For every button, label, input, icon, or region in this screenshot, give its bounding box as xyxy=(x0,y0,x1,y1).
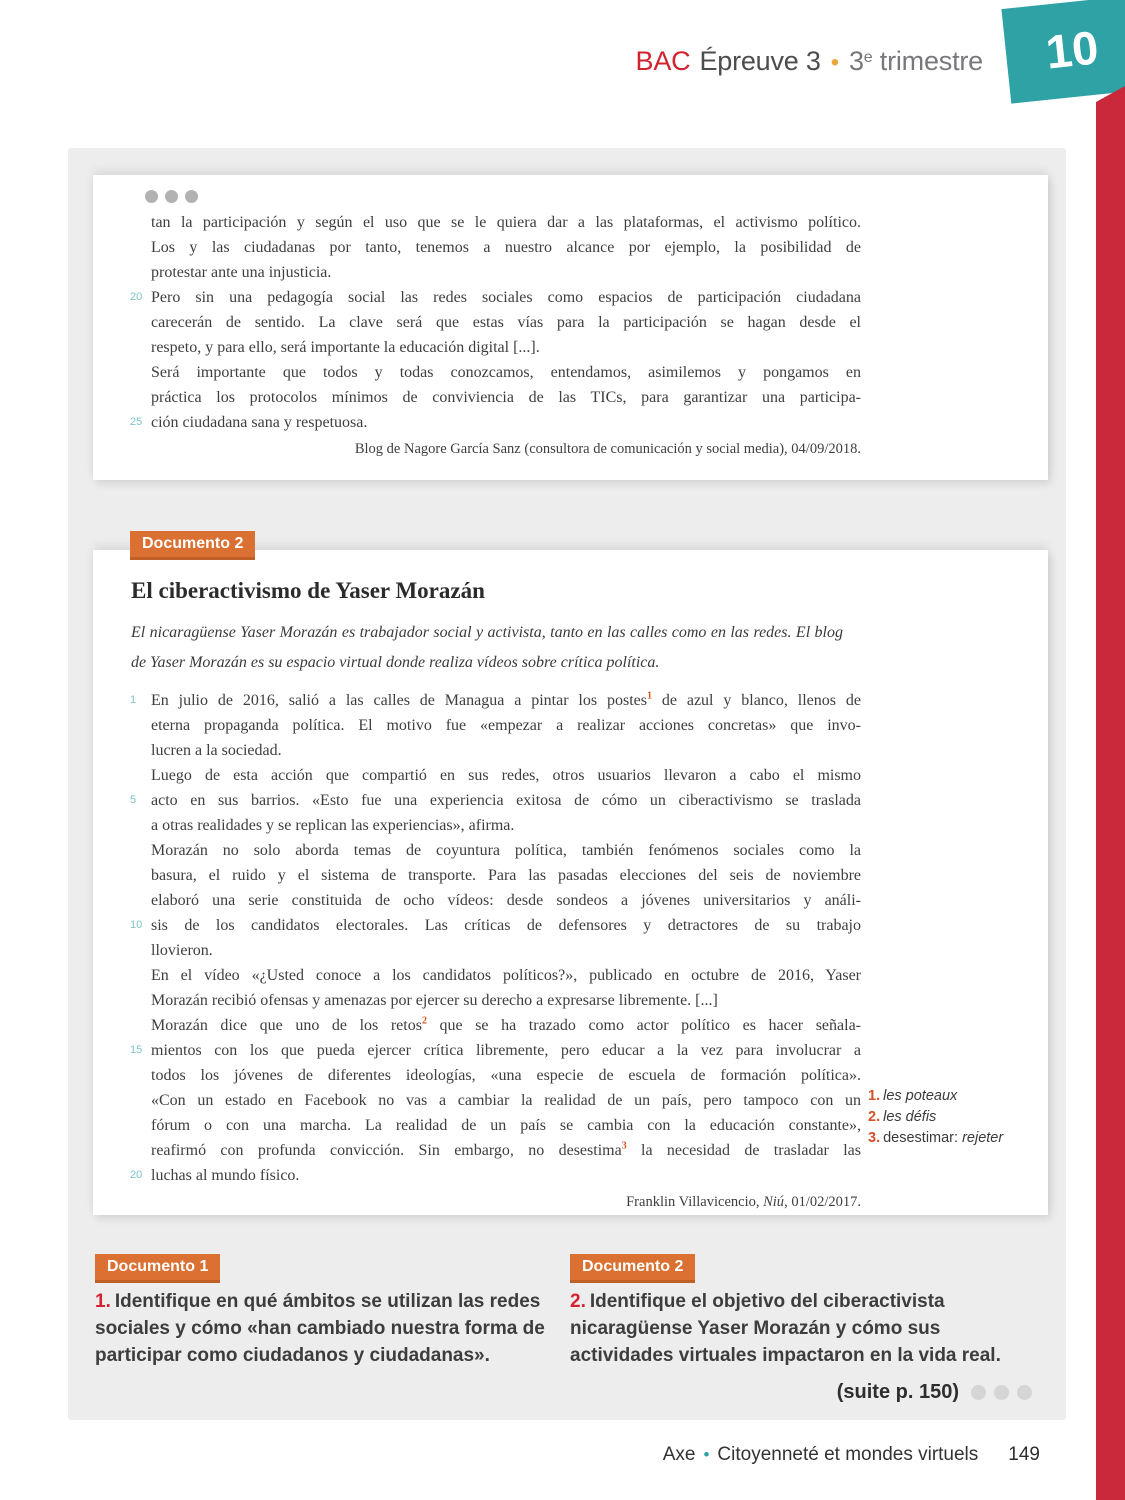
line-text: mientos con los que pueda ejercer crítica libremente, pero educar a la vez para involucrar a xyxy=(151,1042,861,1059)
line-text: llovieron. xyxy=(151,942,213,959)
footer-axe-label: Axe xyxy=(662,1444,696,1465)
line-number: 1 xyxy=(130,694,137,706)
footnote-number: 3. xyxy=(868,1130,881,1146)
line-number xyxy=(125,938,151,963)
text-line xyxy=(125,688,1048,713)
line-text: Morazán dice que uno de los retos$^2$ que se ha trazado como actor político es hacer señala- xyxy=(151,1015,862,1034)
line-number xyxy=(125,813,151,838)
line-text: fórum o con una marcha. La realidad de un país se cambia con la educación constante», xyxy=(151,1117,861,1134)
line-number xyxy=(125,1088,151,1113)
line-number xyxy=(125,335,151,360)
continuation-dots xyxy=(145,190,1048,203)
document2-badge: Documento 2 xyxy=(130,531,255,560)
text-line xyxy=(125,1013,1048,1038)
line-number xyxy=(125,738,151,763)
line-text: Morazán recibió ofensas y amenazas por ejercer su derecho a expresarse libremente. [...] xyxy=(151,992,718,1009)
line-text: basura, el ruido y el sistema de transporte. Para las pasadas elecciones del seis de noviembre xyxy=(151,867,861,884)
page-edge-red-bar xyxy=(1096,86,1125,1500)
text-line xyxy=(125,838,1048,863)
line-number xyxy=(125,1138,151,1163)
document2-attribution: Franklin Villavicencio, Niú, 01/02/2017. xyxy=(626,1194,861,1210)
text-line xyxy=(125,788,1048,813)
dot-icon xyxy=(165,190,178,203)
text-line xyxy=(125,863,1048,888)
line-text: luchas al mundo físico. xyxy=(151,1167,300,1184)
dot-icon xyxy=(145,190,158,203)
line-text: Morazán no solo aborda temas de coyuntura política, también fenómenos sociales como la xyxy=(151,842,861,859)
text-line xyxy=(125,260,1048,285)
line-number xyxy=(125,1013,151,1038)
dot-icon xyxy=(971,1385,986,1400)
text-line xyxy=(125,235,1048,260)
text-line xyxy=(125,410,1048,435)
line-number xyxy=(125,385,151,410)
footnote-ref: 1 xyxy=(646,690,652,702)
footer-section-label: Citoyenneté et mondes virtuels xyxy=(717,1444,979,1465)
line-number xyxy=(125,310,151,335)
line-number xyxy=(125,360,151,385)
footnote-item: 2. les défis xyxy=(868,1109,937,1125)
line-text: Pero sin una pedagogía social las redes sociales como espacios de participación ciudadana xyxy=(151,289,861,306)
text-line xyxy=(125,713,1048,738)
text-line xyxy=(125,1063,1048,1088)
text-line xyxy=(125,210,1048,235)
line-text: acto en sus barrios. «Esto fue una experiencia exitosa de cómo un ciberactivismo se traslada xyxy=(151,792,861,809)
text-line xyxy=(125,1038,1048,1063)
question-2 xyxy=(570,1288,1048,1369)
line-text: carecerán de sentido. La clave será que estas vías para la participación se hagan desde el xyxy=(151,314,861,331)
line-text: En el vídeo «¿Usted conoce a los candidatos políticos?», publicado en octubre de 2016, Yaser xyxy=(151,967,861,984)
line-text: reafirmó con profunda convicción. Sin embargo, no desestima$^3$ la necesidad de trasladar las xyxy=(151,1140,861,1159)
page-header xyxy=(636,46,983,77)
line-text: eterna propaganda política. El motivo fue «empezar a realizar acciones concretas» que invo- xyxy=(151,717,861,734)
line-number: 20 xyxy=(130,291,143,303)
footnotes xyxy=(868,1086,1063,1149)
line-number: 10 xyxy=(130,919,143,931)
question-1 xyxy=(95,1288,573,1369)
text-line xyxy=(125,988,1048,1013)
line-number xyxy=(125,963,151,988)
footnote-item: 1. les poteaux xyxy=(868,1088,958,1104)
question1-number: 1. xyxy=(95,1291,111,1312)
line-number: 15 xyxy=(130,1044,143,1056)
footer-bullet-icon: • xyxy=(703,1445,710,1464)
line-number xyxy=(125,210,151,235)
line-number xyxy=(125,763,151,788)
line-number xyxy=(125,838,151,863)
line-number xyxy=(125,713,151,738)
line-number xyxy=(125,988,151,1013)
question2-doc-badge: Documento 2 xyxy=(570,1254,695,1283)
line-text: todos los jóvenes de diferentes ideologías, «una especie de escuela de formación política». xyxy=(151,1067,861,1084)
document1-attribution: Blog de Nagore García Sanz (consultora de comunicación y social media), 04/09/2018. xyxy=(354,441,861,457)
line-number xyxy=(125,1063,151,1088)
suite-row xyxy=(640,1381,1032,1404)
line-number: 20 xyxy=(130,1169,143,1181)
footnote-ref: 3 xyxy=(621,1140,627,1152)
header-epreuve-label: Épreuve 3 xyxy=(699,46,821,76)
document2-title: El ciberactivismo de Yaser Morazán xyxy=(131,578,485,603)
line-text: Será importante que todos y todas conozcamos, entendamos, asimilemos y pongamos en xyxy=(151,364,861,381)
question2-number: 2. xyxy=(570,1291,586,1312)
document1-excerpt-card xyxy=(93,175,1048,480)
footnote-ref: 2 xyxy=(421,1015,427,1027)
text-line xyxy=(125,310,1048,335)
page-number: 149 xyxy=(1008,1444,1040,1465)
dot-icon xyxy=(1017,1385,1032,1400)
header-trimestre-label: 3e trimestre xyxy=(848,46,983,76)
text-line xyxy=(125,360,1048,385)
text-line xyxy=(125,1163,1048,1188)
text-line xyxy=(125,335,1048,360)
line-number: 5 xyxy=(130,794,137,806)
text-line xyxy=(125,738,1048,763)
document2-intro: El nicaragüense Yaser Morazán es trabajador social y activista, tanto en las calles como en las redes. El blog de Yaser Morazán es su espacio virtual donde realiza vídeos sobre crítica política. xyxy=(131,624,843,671)
unit-number-badge xyxy=(1001,0,1125,104)
line-text: En julio de 2016, salió a las calles de Managua a pintar los postes$^1$ de azul y blanco, llenos de xyxy=(151,690,862,709)
line-text: a otras realidades y se replican las experiencias», afirma. xyxy=(151,817,515,834)
unit-number: 10 xyxy=(1043,20,1101,79)
text-line xyxy=(125,763,1048,788)
line-text: Luego de esta acción que compartió en sus redes, otros usuarios llevaron a cabo el mismo xyxy=(151,767,861,784)
line-text: práctica los protocolos mínimos de conviviencia de las TICs, para garantizar una participa- xyxy=(151,389,861,406)
text-line xyxy=(125,385,1048,410)
line-text: elaboró una serie constituida de ocho vídeos: desde sondeos a jóvenes universitarios y análi- xyxy=(151,892,861,909)
line-text: Los y las ciudadanas por tanto, tenemos a nuestro alcance por ejemplo, la posibilidad de xyxy=(151,239,861,256)
line-text: ción ciudadana sana y respetuosa. xyxy=(151,414,368,431)
document1-text-lines xyxy=(125,210,1048,435)
footnote-number: 1. xyxy=(868,1088,881,1104)
dot-icon xyxy=(185,190,198,203)
footnote-number: 2. xyxy=(868,1109,881,1125)
line-number xyxy=(125,260,151,285)
page-footer xyxy=(663,1444,1040,1466)
line-text: protestar ante una injusticia. xyxy=(151,264,332,281)
suite-label: (suite p. 150) xyxy=(836,1381,959,1403)
line-text: sis de los candidatos electorales. Las críticas de defensores y detractores de su trabajo xyxy=(151,917,861,934)
text-line xyxy=(125,913,1048,938)
line-text: respeto, y para ello, será importante la educación digital [...]. xyxy=(151,339,540,356)
header-bac-label: BAC xyxy=(635,46,691,76)
question1-doc-badge: Documento 1 xyxy=(95,1254,220,1283)
header-bullet-icon: • xyxy=(830,49,839,76)
line-number xyxy=(125,1113,151,1138)
question1-text: Identifique en qué ámbitos se utilizan las redes sociales y cómo «han cambiado nuestra forma de participar como ciudadanos y ciudadanas». xyxy=(95,1291,545,1366)
text-line xyxy=(125,888,1048,913)
line-text: «Con un estado en Facebook no vas a cambiar la realidad de un país, pero tampoco con un xyxy=(151,1092,861,1109)
line-text: lucren a la sociedad. xyxy=(151,742,282,759)
footnote-item: 3. desestimar: rejeter xyxy=(868,1130,1004,1146)
text-line xyxy=(125,813,1048,838)
line-number xyxy=(125,235,151,260)
dot-icon xyxy=(994,1385,1009,1400)
text-line xyxy=(125,285,1048,310)
text-line xyxy=(125,938,1048,963)
line-number xyxy=(125,888,151,913)
question2-text: Identifique el objetivo del ciberactivista nicaragüense Yaser Morazán y cómo sus actividades virtuales impactaron en la vida real. xyxy=(570,1291,1001,1366)
line-number xyxy=(125,863,151,888)
line-text: tan la participación y según el uso que se le quiera dar a las plataformas, el activismo político. xyxy=(151,214,861,231)
text-line xyxy=(125,963,1048,988)
line-number: 25 xyxy=(130,416,143,428)
